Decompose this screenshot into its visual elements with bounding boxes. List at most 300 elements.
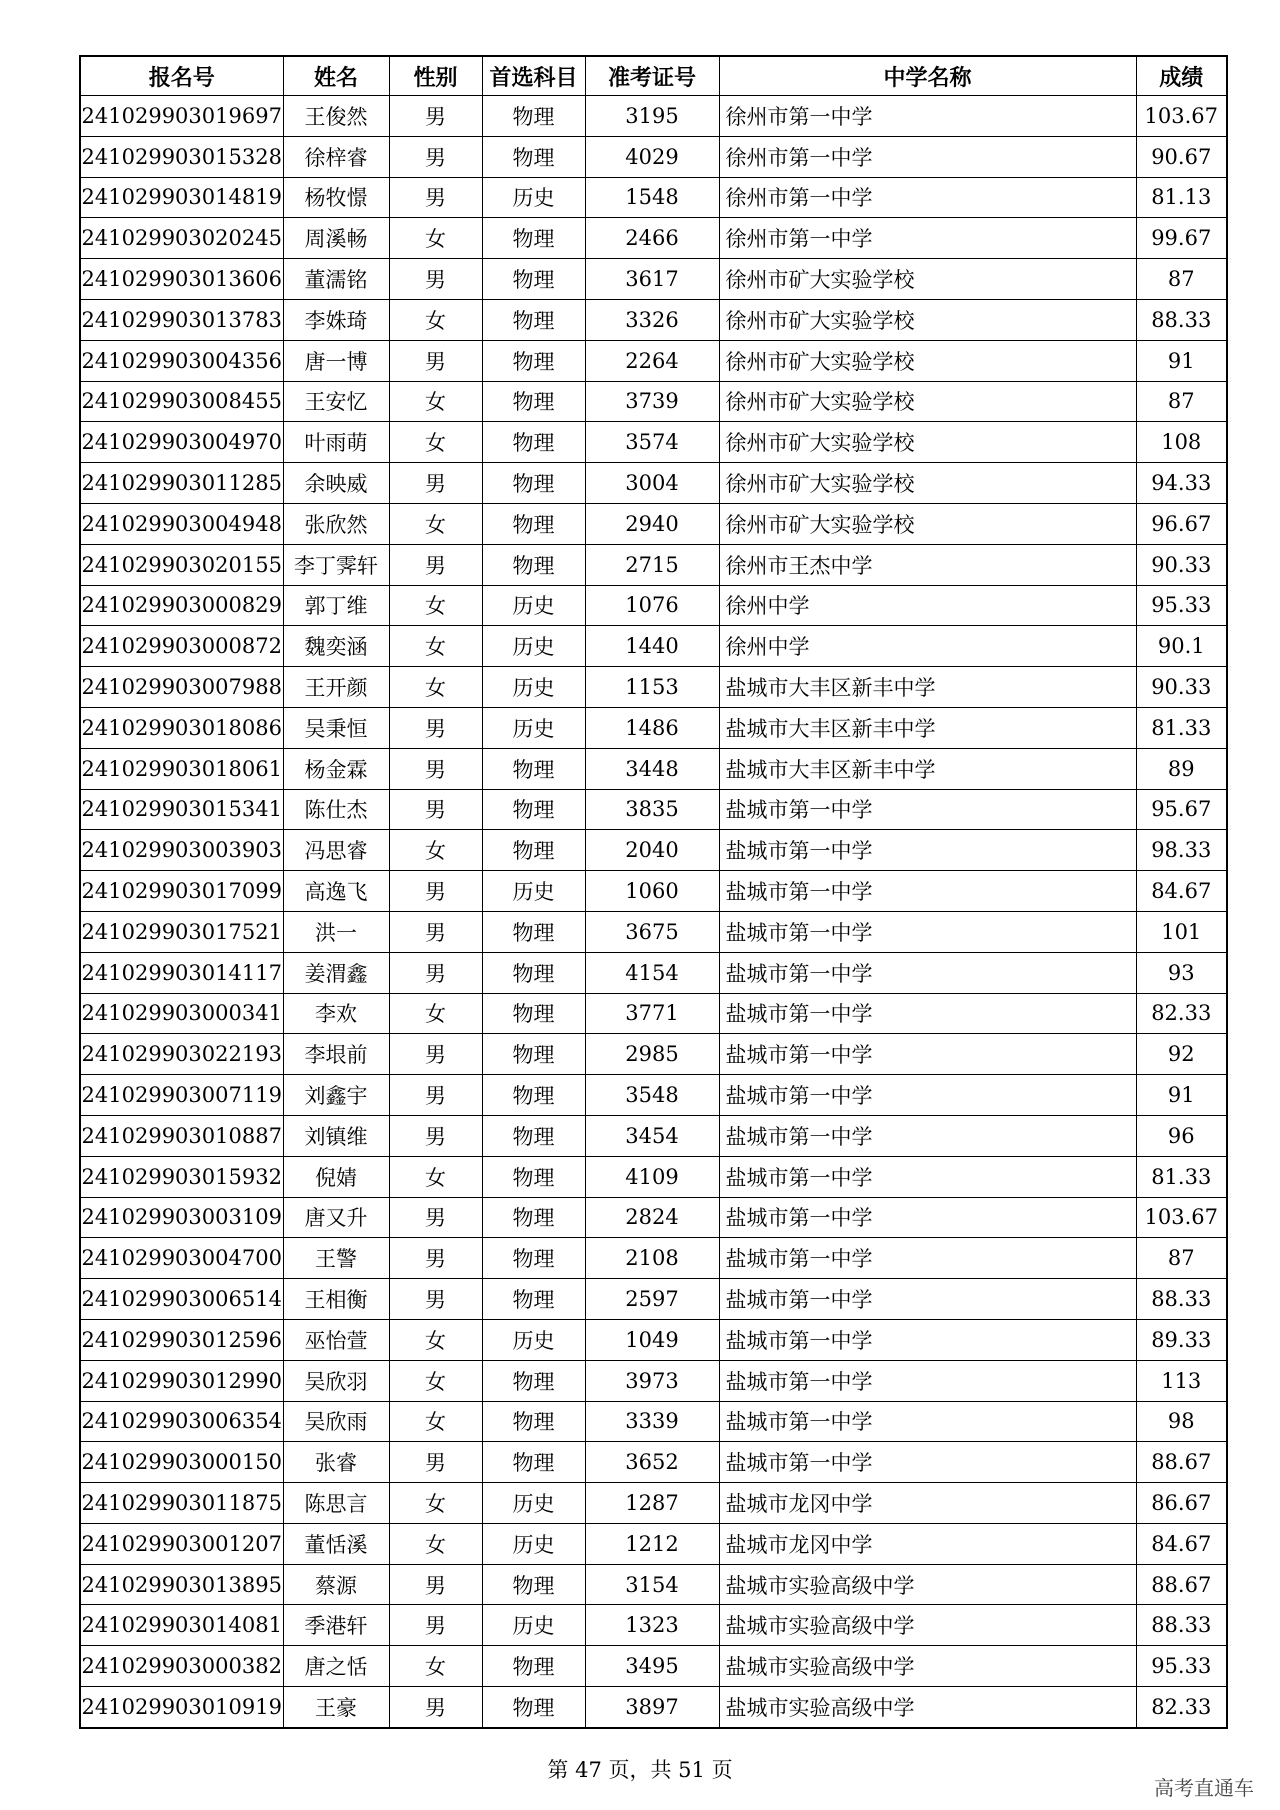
cell-school-name: 盐城市第一中学 xyxy=(719,1319,1136,1360)
cell-exam-number: 2985 xyxy=(585,1034,719,1075)
cell-school-name: 盐城市第一中学 xyxy=(719,1401,1136,1442)
cell-registration-number: 241029903019697 xyxy=(80,96,283,137)
cell-exam-number: 1049 xyxy=(585,1319,719,1360)
cell-score: 101 xyxy=(1136,911,1227,952)
cell-gender: 女 xyxy=(389,1360,482,1401)
cell-score: 82.33 xyxy=(1136,993,1227,1034)
table-row xyxy=(80,952,1227,993)
cell-name: 王开颜 xyxy=(283,667,389,708)
cell-gender: 男 xyxy=(389,177,482,218)
cell-gender: 女 xyxy=(389,993,482,1034)
cell-exam-number: 3897 xyxy=(585,1687,719,1728)
cell-school-name: 盐城市实验高级中学 xyxy=(719,1564,1136,1605)
table-row xyxy=(80,503,1227,544)
cell-name: 郭丁维 xyxy=(283,585,389,626)
table-row xyxy=(80,1156,1227,1197)
cell-score: 92 xyxy=(1136,1034,1227,1075)
cell-gender: 女 xyxy=(389,1483,482,1524)
cell-registration-number: 241029903015932 xyxy=(80,1156,283,1197)
table-row xyxy=(80,381,1227,422)
cell-name: 周溪畅 xyxy=(283,218,389,259)
cell-exam-number: 1287 xyxy=(585,1483,719,1524)
cell-school-name: 盐城市第一中学 xyxy=(719,1238,1136,1279)
table-row xyxy=(80,1115,1227,1156)
table-row xyxy=(80,136,1227,177)
table-row xyxy=(80,1442,1227,1483)
cell-school-name: 盐城市第一中学 xyxy=(719,1279,1136,1320)
cell-registration-number: 241029903000382 xyxy=(80,1646,283,1687)
cell-score: 94.33 xyxy=(1136,463,1227,504)
cell-subject: 历史 xyxy=(482,707,585,748)
cell-name: 唐之恬 xyxy=(283,1646,389,1687)
table-row xyxy=(80,707,1227,748)
cell-school-name: 盐城市龙冈中学 xyxy=(719,1483,1136,1524)
cell-school-name: 盐城市第一中学 xyxy=(719,952,1136,993)
cell-name: 杨金霖 xyxy=(283,748,389,789)
cell-score: 93 xyxy=(1136,952,1227,993)
cell-score: 103.67 xyxy=(1136,1197,1227,1238)
cell-school-name: 盐城市第一中学 xyxy=(719,1442,1136,1483)
table-row xyxy=(80,667,1227,708)
cell-subject: 物理 xyxy=(482,136,585,177)
cell-subject: 物理 xyxy=(482,503,585,544)
cell-school-name: 徐州市第一中学 xyxy=(719,177,1136,218)
cell-exam-number: 3339 xyxy=(585,1401,719,1442)
cell-name: 余映威 xyxy=(283,463,389,504)
cell-score: 108 xyxy=(1136,422,1227,463)
cell-subject: 物理 xyxy=(482,830,585,871)
cell-exam-number: 3154 xyxy=(585,1564,719,1605)
cell-exam-number: 3771 xyxy=(585,993,719,1034)
header-subject: 首选科目 xyxy=(482,56,585,96)
cell-school-name: 盐城市第一中学 xyxy=(719,1075,1136,1116)
cell-exam-number: 4154 xyxy=(585,952,719,993)
cell-exam-number: 2108 xyxy=(585,1238,719,1279)
cell-exam-number: 3495 xyxy=(585,1646,719,1687)
cell-score: 88.67 xyxy=(1136,1564,1227,1605)
cell-registration-number: 241029903020245 xyxy=(80,218,283,259)
cell-registration-number: 241029903003903 xyxy=(80,830,283,871)
cell-exam-number: 1323 xyxy=(585,1605,719,1646)
cell-registration-number: 241029903012990 xyxy=(80,1360,283,1401)
cell-subject: 物理 xyxy=(482,422,585,463)
cell-registration-number: 241029903013606 xyxy=(80,259,283,300)
header-exam-number: 准考证号 xyxy=(585,56,719,96)
cell-registration-number: 241029903001207 xyxy=(80,1523,283,1564)
table-row xyxy=(80,1360,1227,1401)
cell-gender: 男 xyxy=(389,136,482,177)
cell-exam-number: 2264 xyxy=(585,340,719,381)
cell-registration-number: 241029903000872 xyxy=(80,626,283,667)
cell-score: 90.67 xyxy=(1136,136,1227,177)
cell-school-name: 盐城市第一中学 xyxy=(719,1156,1136,1197)
cell-registration-number: 241029903010887 xyxy=(80,1115,283,1156)
cell-school-name: 盐城市实验高级中学 xyxy=(719,1646,1136,1687)
cell-score: 95.33 xyxy=(1136,1646,1227,1687)
cell-school-name: 盐城市第一中学 xyxy=(719,789,1136,830)
cell-score: 96 xyxy=(1136,1115,1227,1156)
cell-score: 95.67 xyxy=(1136,789,1227,830)
cell-subject: 物理 xyxy=(482,340,585,381)
cell-name: 董濡铭 xyxy=(283,259,389,300)
cell-gender: 女 xyxy=(389,830,482,871)
cell-score: 87 xyxy=(1136,381,1227,422)
cell-school-name: 盐城市大丰区新丰中学 xyxy=(719,667,1136,708)
table-row xyxy=(80,1238,1227,1279)
header-school-name: 中学名称 xyxy=(719,56,1136,96)
cell-score: 81.33 xyxy=(1136,707,1227,748)
table-row xyxy=(80,1687,1227,1728)
cell-score: 99.67 xyxy=(1136,218,1227,259)
cell-gender: 男 xyxy=(389,1115,482,1156)
table-row xyxy=(80,626,1227,667)
cell-exam-number: 3675 xyxy=(585,911,719,952)
table-row xyxy=(80,96,1227,137)
cell-name: 魏奕涵 xyxy=(283,626,389,667)
cell-registration-number: 241029903004700 xyxy=(80,1238,283,1279)
cell-gender: 男 xyxy=(389,340,482,381)
cell-exam-number: 1060 xyxy=(585,871,719,912)
table-row xyxy=(80,871,1227,912)
table-row xyxy=(80,177,1227,218)
cell-name: 刘鑫宇 xyxy=(283,1075,389,1116)
cell-name: 王豪 xyxy=(283,1687,389,1728)
cell-name: 刘镇维 xyxy=(283,1115,389,1156)
cell-name: 陈思言 xyxy=(283,1483,389,1524)
cell-gender: 女 xyxy=(389,422,482,463)
cell-score: 91 xyxy=(1136,340,1227,381)
cell-gender: 男 xyxy=(389,96,482,137)
table-row xyxy=(80,1523,1227,1564)
cell-registration-number: 241029903018061 xyxy=(80,748,283,789)
cell-gender: 男 xyxy=(389,1279,482,1320)
cell-school-name: 徐州市第一中学 xyxy=(719,218,1136,259)
cell-subject: 物理 xyxy=(482,1238,585,1279)
table-row xyxy=(80,299,1227,340)
cell-score: 90.33 xyxy=(1136,667,1227,708)
header-gender: 性别 xyxy=(389,56,482,96)
cell-registration-number: 241029903020155 xyxy=(80,544,283,585)
cell-subject: 物理 xyxy=(482,381,585,422)
cell-exam-number: 3195 xyxy=(585,96,719,137)
cell-subject: 物理 xyxy=(482,259,585,300)
table-row xyxy=(80,544,1227,585)
cell-registration-number: 241029903007119 xyxy=(80,1075,283,1116)
cell-name: 徐梓睿 xyxy=(283,136,389,177)
cell-name: 李丁霁轩 xyxy=(283,544,389,585)
cell-registration-number: 241029903004970 xyxy=(80,422,283,463)
cell-name: 姜渭鑫 xyxy=(283,952,389,993)
cell-school-name: 盐城市第一中学 xyxy=(719,1197,1136,1238)
cell-gender: 女 xyxy=(389,1523,482,1564)
cell-name: 李垠前 xyxy=(283,1034,389,1075)
cell-name: 洪一 xyxy=(283,911,389,952)
table-row xyxy=(80,1279,1227,1320)
cell-gender: 女 xyxy=(389,1319,482,1360)
cell-gender: 男 xyxy=(389,707,482,748)
cell-subject: 物理 xyxy=(482,1075,585,1116)
cell-school-name: 盐城市第一中学 xyxy=(719,1034,1136,1075)
cell-score: 89.33 xyxy=(1136,1319,1227,1360)
table-row xyxy=(80,748,1227,789)
cell-exam-number: 2715 xyxy=(585,544,719,585)
cell-name: 张睿 xyxy=(283,1442,389,1483)
cell-name: 王俊然 xyxy=(283,96,389,137)
cell-subject: 物理 xyxy=(482,1156,585,1197)
cell-subject: 历史 xyxy=(482,871,585,912)
table-row xyxy=(80,463,1227,504)
cell-registration-number: 241029903007988 xyxy=(80,667,283,708)
cell-registration-number: 241029903022193 xyxy=(80,1034,283,1075)
cell-subject: 物理 xyxy=(482,1442,585,1483)
cell-exam-number: 1212 xyxy=(585,1523,719,1564)
cell-score: 88.33 xyxy=(1136,1605,1227,1646)
cell-gender: 女 xyxy=(389,218,482,259)
table-row xyxy=(80,1075,1227,1116)
cell-subject: 物理 xyxy=(482,1564,585,1605)
cell-exam-number: 2597 xyxy=(585,1279,719,1320)
cell-school-name: 盐城市第一中学 xyxy=(719,911,1136,952)
cell-subject: 物理 xyxy=(482,544,585,585)
cell-subject: 历史 xyxy=(482,177,585,218)
page-number: 第 47 页，共 51 页 xyxy=(547,1758,733,1782)
cell-score: 82.33 xyxy=(1136,1687,1227,1728)
cell-registration-number: 241029903006514 xyxy=(80,1279,283,1320)
cell-subject: 物理 xyxy=(482,1401,585,1442)
cell-gender: 男 xyxy=(389,1238,482,1279)
cell-registration-number: 241029903010919 xyxy=(80,1687,283,1728)
cell-name: 吴欣羽 xyxy=(283,1360,389,1401)
table-row xyxy=(80,1646,1227,1687)
cell-exam-number: 2940 xyxy=(585,503,719,544)
cell-school-name: 盐城市第一中学 xyxy=(719,830,1136,871)
table-row xyxy=(80,789,1227,830)
cell-exam-number: 3973 xyxy=(585,1360,719,1401)
cell-exam-number: 3652 xyxy=(585,1442,719,1483)
table-row xyxy=(80,1401,1227,1442)
cell-name: 吴秉恒 xyxy=(283,707,389,748)
cell-subject: 历史 xyxy=(482,667,585,708)
cell-name: 李欢 xyxy=(283,993,389,1034)
cell-gender: 女 xyxy=(389,299,482,340)
cell-exam-number: 2824 xyxy=(585,1197,719,1238)
cell-subject: 物理 xyxy=(482,911,585,952)
cell-school-name: 盐城市第一中学 xyxy=(719,1360,1136,1401)
cell-name: 巫怡萱 xyxy=(283,1319,389,1360)
cell-score: 88.33 xyxy=(1136,1279,1227,1320)
cell-score: 88.33 xyxy=(1136,299,1227,340)
table-row xyxy=(80,1605,1227,1646)
cell-gender: 男 xyxy=(389,1605,482,1646)
header-score: 成绩 xyxy=(1136,56,1227,96)
cell-gender: 女 xyxy=(389,503,482,544)
cell-score: 81.13 xyxy=(1136,177,1227,218)
cell-registration-number: 241029903014081 xyxy=(80,1605,283,1646)
cell-exam-number: 1486 xyxy=(585,707,719,748)
cell-score: 87 xyxy=(1136,1238,1227,1279)
cell-score: 84.67 xyxy=(1136,1523,1227,1564)
cell-gender: 男 xyxy=(389,1034,482,1075)
cell-subject: 历史 xyxy=(482,1523,585,1564)
cell-registration-number: 241029903017521 xyxy=(80,911,283,952)
cell-registration-number: 241029903012596 xyxy=(80,1319,283,1360)
cell-school-name: 徐州市第一中学 xyxy=(719,136,1136,177)
cell-school-name: 徐州市矿大实验学校 xyxy=(719,299,1136,340)
cell-gender: 男 xyxy=(389,871,482,912)
cell-school-name: 徐州中学 xyxy=(719,626,1136,667)
cell-registration-number: 241029903004356 xyxy=(80,340,283,381)
cell-gender: 男 xyxy=(389,789,482,830)
cell-exam-number: 1153 xyxy=(585,667,719,708)
cell-score: 98 xyxy=(1136,1401,1227,1442)
cell-subject: 物理 xyxy=(482,789,585,830)
cell-exam-number: 3835 xyxy=(585,789,719,830)
cell-registration-number: 241029903017099 xyxy=(80,871,283,912)
cell-subject: 物理 xyxy=(482,1115,585,1156)
cell-exam-number: 3326 xyxy=(585,299,719,340)
cell-gender: 男 xyxy=(389,952,482,993)
cell-subject: 历史 xyxy=(482,585,585,626)
header-row xyxy=(80,56,1227,96)
cell-subject: 历史 xyxy=(482,626,585,667)
cell-name: 王相衡 xyxy=(283,1279,389,1320)
cell-school-name: 盐城市大丰区新丰中学 xyxy=(719,707,1136,748)
cell-subject: 物理 xyxy=(482,748,585,789)
table-row xyxy=(80,585,1227,626)
cell-name: 吴欣雨 xyxy=(283,1401,389,1442)
cell-gender: 男 xyxy=(389,748,482,789)
cell-subject: 物理 xyxy=(482,218,585,259)
cell-registration-number: 241029903011285 xyxy=(80,463,283,504)
cell-school-name: 徐州市矿大实验学校 xyxy=(719,259,1136,300)
cell-score: 87 xyxy=(1136,259,1227,300)
cell-gender: 女 xyxy=(389,667,482,708)
cell-name: 唐一博 xyxy=(283,340,389,381)
cell-registration-number: 241029903018086 xyxy=(80,707,283,748)
cell-name: 蔡源 xyxy=(283,1564,389,1605)
cell-exam-number: 1076 xyxy=(585,585,719,626)
cell-gender: 男 xyxy=(389,544,482,585)
cell-subject: 物理 xyxy=(482,952,585,993)
cell-gender: 男 xyxy=(389,1197,482,1238)
table-row xyxy=(80,1197,1227,1238)
cell-name: 王警 xyxy=(283,1238,389,1279)
cell-score: 89 xyxy=(1136,748,1227,789)
cell-school-name: 徐州市王杰中学 xyxy=(719,544,1136,585)
table-row xyxy=(80,1034,1227,1075)
cell-registration-number: 241029903000829 xyxy=(80,585,283,626)
cell-exam-number: 4029 xyxy=(585,136,719,177)
cell-gender: 男 xyxy=(389,1687,482,1728)
table-row xyxy=(80,1319,1227,1360)
cell-name: 冯思睿 xyxy=(283,830,389,871)
cell-gender: 女 xyxy=(389,1646,482,1687)
cell-score: 84.67 xyxy=(1136,871,1227,912)
cell-subject: 物理 xyxy=(482,1687,585,1728)
cell-school-name: 徐州市矿大实验学校 xyxy=(719,503,1136,544)
cell-exam-number: 3548 xyxy=(585,1075,719,1116)
cell-school-name: 徐州市矿大实验学校 xyxy=(719,463,1136,504)
cell-gender: 女 xyxy=(389,1156,482,1197)
cell-name: 唐又升 xyxy=(283,1197,389,1238)
table-row xyxy=(80,830,1227,871)
cell-exam-number: 3574 xyxy=(585,422,719,463)
cell-registration-number: 241029903014819 xyxy=(80,177,283,218)
cell-exam-number: 3739 xyxy=(585,381,719,422)
cell-name: 董恬溪 xyxy=(283,1523,389,1564)
cell-gender: 男 xyxy=(389,1564,482,1605)
table-row xyxy=(80,259,1227,300)
cell-registration-number: 241029903004948 xyxy=(80,503,283,544)
cell-subject: 物理 xyxy=(482,1197,585,1238)
cell-registration-number: 241029903000150 xyxy=(80,1442,283,1483)
cell-school-name: 盐城市大丰区新丰中学 xyxy=(719,748,1136,789)
cell-gender: 女 xyxy=(389,1401,482,1442)
cell-school-name: 徐州市第一中学 xyxy=(719,96,1136,137)
cell-subject: 历史 xyxy=(482,1319,585,1360)
cell-registration-number: 241029903000341 xyxy=(80,993,283,1034)
cell-score: 81.33 xyxy=(1136,1156,1227,1197)
table-row xyxy=(80,993,1227,1034)
cell-gender: 女 xyxy=(389,381,482,422)
cell-gender: 男 xyxy=(389,463,482,504)
cell-name: 倪婧 xyxy=(283,1156,389,1197)
cell-subject: 物理 xyxy=(482,96,585,137)
cell-subject: 历史 xyxy=(482,1605,585,1646)
cell-registration-number: 241029903013783 xyxy=(80,299,283,340)
cell-registration-number: 241029903003109 xyxy=(80,1197,283,1238)
cell-school-name: 盐城市第一中学 xyxy=(719,993,1136,1034)
cell-exam-number: 3454 xyxy=(585,1115,719,1156)
cell-subject: 物理 xyxy=(482,299,585,340)
cell-exam-number: 3448 xyxy=(585,748,719,789)
cell-score: 90.1 xyxy=(1136,626,1227,667)
cell-exam-number: 2040 xyxy=(585,830,719,871)
cell-exam-number: 3004 xyxy=(585,463,719,504)
table-row xyxy=(80,218,1227,259)
header-registration-number: 报名号 xyxy=(80,56,283,96)
cell-registration-number: 241029903006354 xyxy=(80,1401,283,1442)
cell-subject: 物理 xyxy=(482,1279,585,1320)
cell-school-name: 徐州市矿大实验学校 xyxy=(719,340,1136,381)
score-table xyxy=(79,55,1228,1729)
cell-score: 88.67 xyxy=(1136,1442,1227,1483)
table-row xyxy=(80,340,1227,381)
watermark: 高考直通车 xyxy=(1154,1776,1254,1800)
table-row xyxy=(80,422,1227,463)
cell-score: 98.33 xyxy=(1136,830,1227,871)
cell-exam-number: 2466 xyxy=(585,218,719,259)
cell-exam-number: 1440 xyxy=(585,626,719,667)
cell-gender: 男 xyxy=(389,911,482,952)
cell-score: 113 xyxy=(1136,1360,1227,1401)
cell-exam-number: 3617 xyxy=(585,259,719,300)
cell-school-name: 盐城市实验高级中学 xyxy=(719,1605,1136,1646)
cell-subject: 物理 xyxy=(482,1360,585,1401)
cell-school-name: 盐城市第一中学 xyxy=(719,871,1136,912)
cell-school-name: 盐城市龙冈中学 xyxy=(719,1523,1136,1564)
cell-name: 叶雨萌 xyxy=(283,422,389,463)
cell-score: 90.33 xyxy=(1136,544,1227,585)
cell-registration-number: 241029903008455 xyxy=(80,381,283,422)
table-row xyxy=(80,1564,1227,1605)
cell-score: 96.67 xyxy=(1136,503,1227,544)
cell-registration-number: 241029903011875 xyxy=(80,1483,283,1524)
cell-registration-number: 241029903013895 xyxy=(80,1564,283,1605)
cell-gender: 女 xyxy=(389,585,482,626)
cell-name: 王安忆 xyxy=(283,381,389,422)
cell-gender: 女 xyxy=(389,626,482,667)
